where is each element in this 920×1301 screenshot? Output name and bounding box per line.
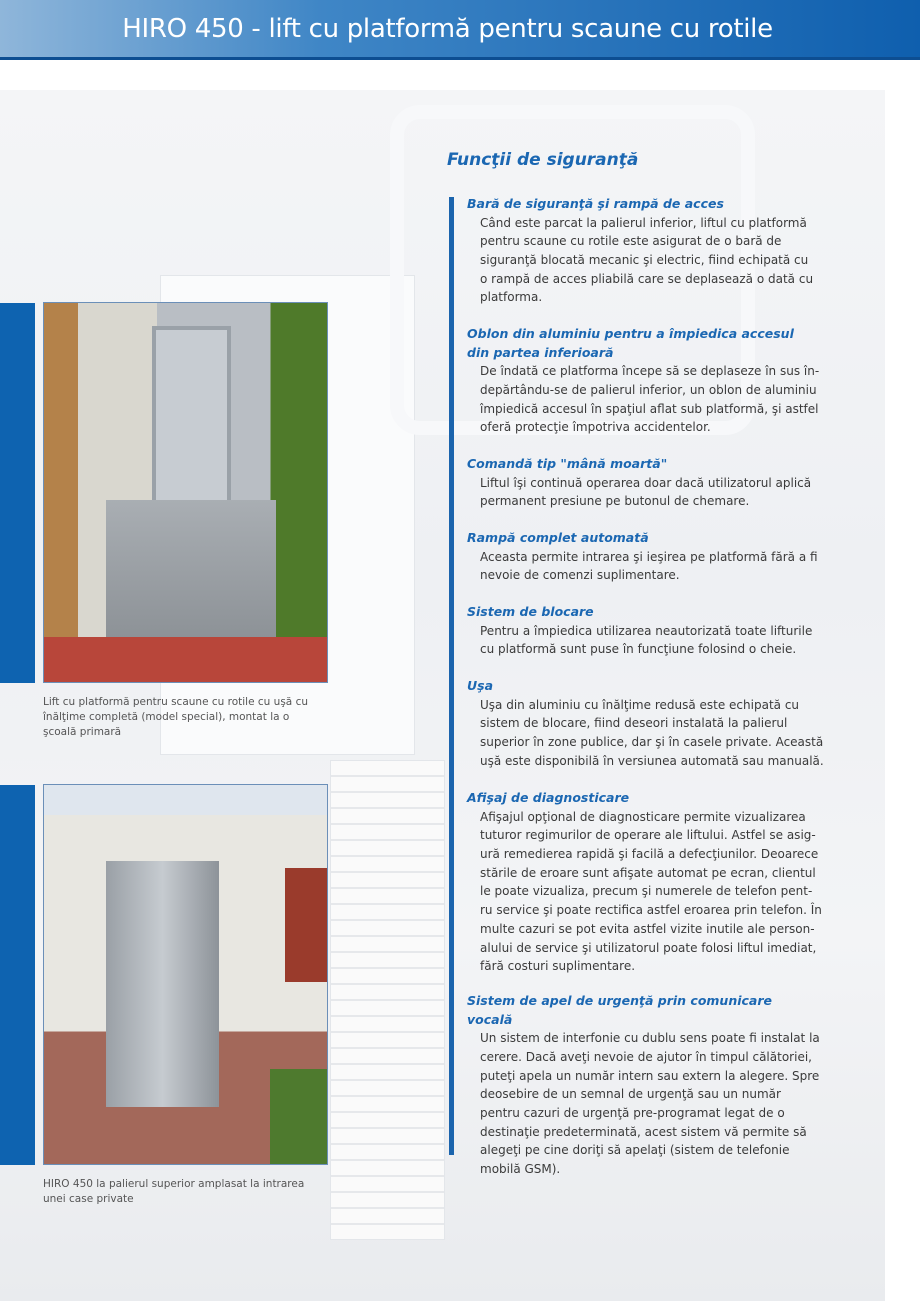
feature-text-line: De îndată ce platforma începe să se deplaseze în sus în- (480, 364, 820, 379)
feature-section (467, 603, 813, 659)
photo-caption: HIRO 450 la palierul superior amplasat la intrarea unei case private (43, 1178, 305, 1205)
feature-text-line: sistem de blocare, fiind deseori instalată la palierul (480, 716, 788, 731)
feature-text-line: Un sistem de interfonie cu dublu sens poate fi instalat la (480, 1031, 820, 1046)
feature-text-line: Pentru a împiedica utilizarea neautorizată toate lifturile (480, 623, 813, 638)
feature-heading: Oblon din aluminiu pentru a împiedica accesul din partea inferioară (467, 326, 794, 360)
feature-text-line: superior în zone publice, dar şi în casele private. Această (480, 735, 824, 749)
feature-text-line: ru service şi poate rectifica astfel eroarea prin telefon. În (480, 903, 822, 918)
feature-text-line: permanent presiune pe butonul de chemare. (480, 494, 750, 509)
feature-text-line: ură remedierea rapidă şi facilă a defecţiunilor. Deoarece (480, 847, 819, 861)
photo-lift-school (43, 302, 328, 683)
feature-text-line: deosebire de un semnal de urgenţă sau un număr (480, 1087, 781, 1102)
feature-section (467, 992, 820, 1179)
feature-text-line: Afişajul opţional de diagnosticare permite vizualizarea (480, 809, 806, 824)
feature-section (467, 325, 820, 437)
feature-text-line: puteţi apela un număr intern sau extern la alegere. Spre (480, 1068, 820, 1083)
background-shutter (330, 760, 445, 1240)
feature-text-line: le poate vizualiza, precum şi numerele de telefon pent- (480, 884, 813, 899)
feature-section (467, 677, 824, 770)
feature-section (467, 195, 814, 307)
accent-bar (449, 197, 454, 1155)
page-title: HIRO 450 - lift cu platformă pentru scaune cu rotile (122, 14, 773, 44)
feature-text-line: cerere. Dacă aveţi nevoie de ajutor în timpul călătoriei, (480, 1049, 812, 1064)
feature-text-line: alegeţi pe cine doriţi să apelaţi (sistem de telefonie (480, 1143, 790, 1158)
feature-text-line: multe cazuri se pot evita astfel vizite inutile ale person- (480, 921, 815, 936)
feature-text-line: uşă este disponibilă în versiunea automată sau manuală. (480, 753, 824, 768)
feature-text-line: alului de service şi utilizatorul poate folosi liftul imediat, (480, 940, 817, 955)
feature-text-line: mobilă GSM). (480, 1162, 561, 1177)
feature-text-line: destinaţie predeterminată, acest sistem vă permite să (480, 1124, 807, 1139)
feature-heading: Rampă complet automată (467, 530, 649, 545)
feature-text-line: platforma. (480, 290, 543, 305)
feature-text-line: împiedică accesul în spaţiul aflat sub platformă, şi astfel (480, 401, 819, 416)
section-title: Funcţii de siguranţă (447, 150, 639, 170)
feature-text-line: Uşa din aluminiu cu înălţime redusă este echipată cu (480, 697, 800, 712)
feature-text-line: nevoie de comenzi suplimentare. (480, 568, 680, 583)
feature-text-line: fără costuri suplimentare. (480, 959, 636, 974)
page-header (0, 0, 920, 60)
feature-text-line: oferă protecţie împotriva accidentelor. (480, 420, 711, 435)
feature-text-line: Liftul îşi continuă operarea doar dacă utilizatorul aplică (480, 475, 812, 490)
feature-text-line: tuturor regimurilor de operare ale liftului. Astfel se asig- (480, 828, 816, 843)
feature-text-line: pentru cazuri de urgenţă pre-programat legat de o (480, 1106, 785, 1120)
feature-heading: Comandă tip "mână moartă" (467, 456, 668, 471)
feature-heading: Bară de siguranţă şi rampă de acces (467, 196, 724, 211)
feature-text-line: siguranţă blocată mecanic şi electric, fiind echipată cu (480, 253, 809, 267)
feature-text-line: depărtându-se de palierul inferior, un oblon de aluminiu (480, 382, 817, 397)
feature-text-line: Aceasta permite intrarea şi ieşirea pe platformă fără a fi (480, 549, 818, 564)
feature-heading: Sistem de apel de urgenţă prin comunicare vocală (467, 993, 772, 1027)
feature-text-line: cu platformă sunt puse în funcţiune folosind o cheie. (480, 642, 797, 657)
feature-text-line: o rampă de acces pliabilă care se deplasează o dată cu (480, 271, 814, 286)
feature-heading: Afişaj de diagnosticare (467, 790, 630, 805)
feature-text-line: Când este parcat la palierul inferior, liftul cu platformă (480, 215, 807, 230)
accent-bar (0, 303, 35, 683)
feature-section (467, 455, 812, 511)
feature-section (467, 529, 818, 585)
feature-text-line: pentru scaune cu rotile este asigurat de o bară de (480, 234, 782, 249)
feature-heading: Uşa (467, 678, 494, 693)
photo-lift-house (43, 784, 328, 1165)
accent-bar (0, 785, 35, 1165)
feature-section (467, 789, 822, 976)
photo-caption: Lift cu platformă pentru scaune cu rotile cu uşă cu înălţime completă (model special), montat la o şcoală primară (43, 696, 308, 738)
feature-text-line: stările de eroare sunt afişate automat pe ecran, clientul (480, 865, 816, 880)
feature-heading: Sistem de blocare (467, 604, 594, 619)
